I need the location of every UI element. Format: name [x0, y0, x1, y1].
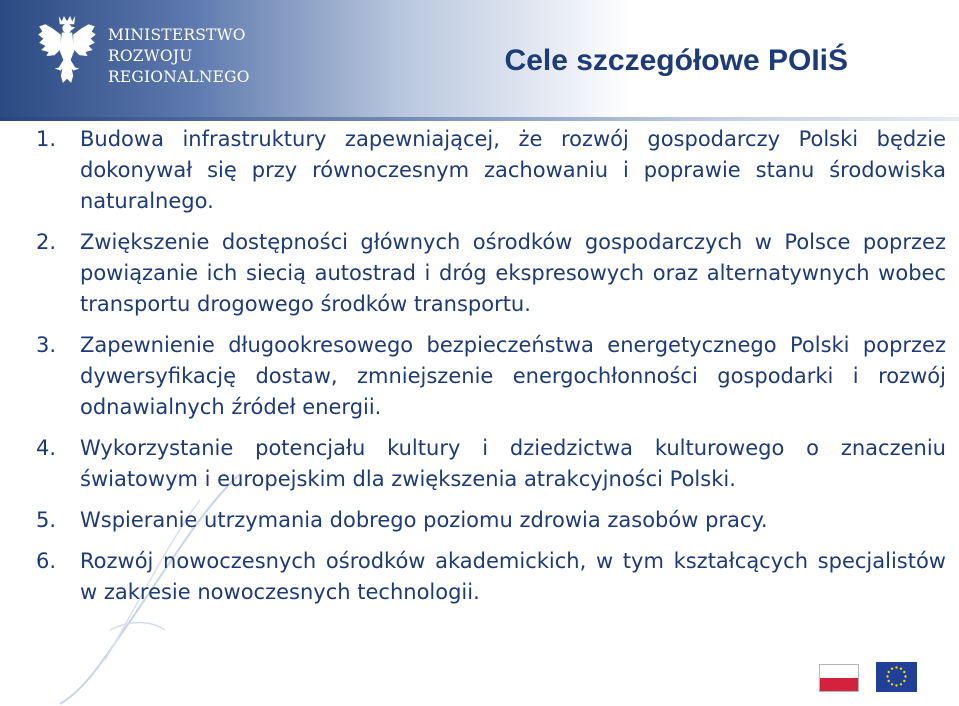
goal-text: Wspieranie utrzymania dobrego poziomu zdrowia zasobów pracy. — [80, 508, 768, 532]
eu-flag-icon — [876, 662, 917, 692]
goal-number: 1. — [36, 127, 57, 151]
goal-number: 4. — [36, 436, 57, 460]
goal-text: Budowa infrastruktury zapewniającej, że rozwój gospodarczy Polski będzie dokonywał się przy równoczesnym zachowaniu i poprawie stanu środowiska naturalnego. — [80, 127, 946, 213]
ministry-line-1: MINISTERSTWO — [108, 26, 246, 44]
header-divider — [0, 117, 959, 121]
goal-number: 5. — [36, 508, 57, 532]
goal-number: 6. — [36, 549, 57, 573]
goal-number: 3. — [36, 333, 57, 357]
goal-number: 2. — [36, 230, 57, 254]
goal-item-5 — [36, 505, 946, 536]
goal-item-1 — [36, 124, 946, 217]
ministry-line-3: REGIONALNEGO — [108, 68, 250, 86]
poland-flag-icon — [819, 664, 859, 692]
slide-header — [0, 0, 959, 117]
flag-red-stripe — [820, 678, 858, 691]
goal-item-4 — [36, 433, 946, 495]
flag-white-stripe — [820, 665, 858, 678]
ministry-line-2: ROZWOJU — [108, 47, 193, 65]
ministry-logo-text — [108, 25, 250, 88]
goal-item-2 — [36, 227, 946, 320]
slide-title: Cele szczegółowe POIiŚ — [504, 44, 848, 77]
goals-list — [36, 124, 946, 618]
goal-item-6 — [36, 546, 946, 608]
goal-text: Zwiększenie dostępności głównych ośrodków gospodarczych w Polsce poprzez powiązanie ich siecią autostrad i dróg ekspresowych oraz alternatywnych wobec transportu drogowego środków transportu. — [80, 230, 946, 316]
goal-text: Zapewnienie długookresowego bezpieczeństwa energetycznego Polski poprzez dywersyfikację dostaw, zmniejszenie energochłonności gospodarki i rozwój odnawialnych źródeł energii. — [80, 333, 946, 419]
goal-text: Wykorzystanie potencjału kultury i dziedzictwa kulturowego o znaczeniu światowym i europejskim dla zwiększenia atrakcyjności Polski. — [80, 436, 946, 491]
goal-item-3 — [36, 330, 946, 423]
goal-text: Rozwój nowoczesnych ośrodków akademickich, w tym kształcących specjalistów w zakresie nowoczesnych technologii. — [80, 549, 946, 604]
white-eagle-emblem-icon — [36, 14, 98, 86]
